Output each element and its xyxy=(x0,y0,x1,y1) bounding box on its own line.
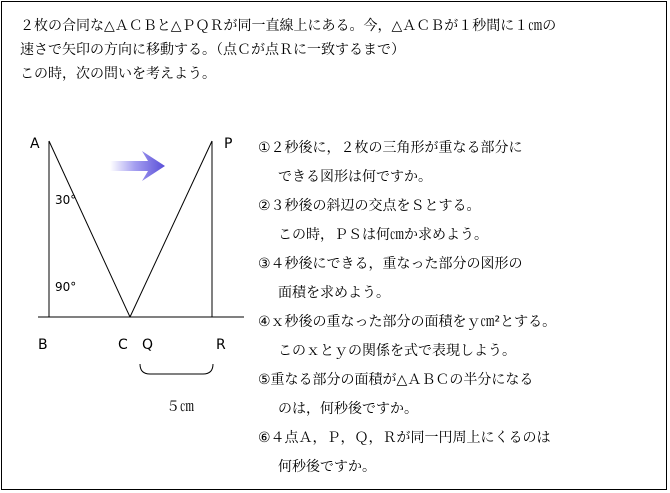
label-c: C xyxy=(118,337,128,353)
question-3 xyxy=(258,250,658,308)
question-2 xyxy=(258,192,658,250)
question-2-line-2: この時，ＰＳは何㎝か求めよう。 xyxy=(278,227,488,243)
intro-line-2: 速さで矢印の方向に移動する。（点Ｃが点Ｒに一致するまで） xyxy=(20,42,405,58)
question-5-line-1: ⑤重なる部分の面積が△ＡＢＣの半分になる xyxy=(258,372,534,388)
right-arrow-icon xyxy=(110,151,165,181)
question-4-line-1: ④ｘ秒後の重なった部分の面積をｙ㎝²とする。 xyxy=(258,314,557,330)
question-1-line-1: ①２秒後に，２枚の三角形が重なる部分に xyxy=(258,140,523,156)
question-1 xyxy=(258,134,658,192)
question-4-line-2: このｘとｙの関係を式で表現しよう。 xyxy=(278,343,516,359)
label-b: B xyxy=(38,337,48,353)
question-3-line-1: ③４秒後にできる，重なった部分の図形の xyxy=(258,256,523,272)
question-list xyxy=(258,134,658,482)
angle-90: 90° xyxy=(55,280,77,294)
question-6-line-2: 何秒後ですか。 xyxy=(278,459,376,475)
question-5 xyxy=(258,366,658,424)
question-4 xyxy=(258,308,658,366)
question-1-line-2: できる図形は何ですか。 xyxy=(278,169,432,185)
question-5-line-2: のは，何秒後ですか。 xyxy=(278,401,418,417)
angle-30: 30° xyxy=(55,193,77,207)
intro-line-1: ２枚の合同な△ＡＣＢと△ＰＱＲが同一直線上にある。今，△ＡＣＢが１秒間に１㎝の xyxy=(20,18,557,34)
question-3-line-2: 面積を求めよう。 xyxy=(278,285,390,301)
label-r: R xyxy=(216,337,226,353)
distance-label: ５㎝ xyxy=(166,399,194,415)
question-6 xyxy=(258,424,658,482)
distance-brace xyxy=(140,364,213,374)
label-q: Q xyxy=(142,337,154,353)
label-p: P xyxy=(224,136,233,152)
question-6-line-1: ⑥４点Ａ，Ｐ，Ｑ，Ｒが同一円周上にくるのは xyxy=(258,430,551,446)
question-2-line-1: ②３秒後の斜辺の交点をＳとする。 xyxy=(258,198,481,214)
label-a: A xyxy=(30,136,40,152)
intro-line-3: この時，次の問いを考えよう。 xyxy=(20,66,216,82)
